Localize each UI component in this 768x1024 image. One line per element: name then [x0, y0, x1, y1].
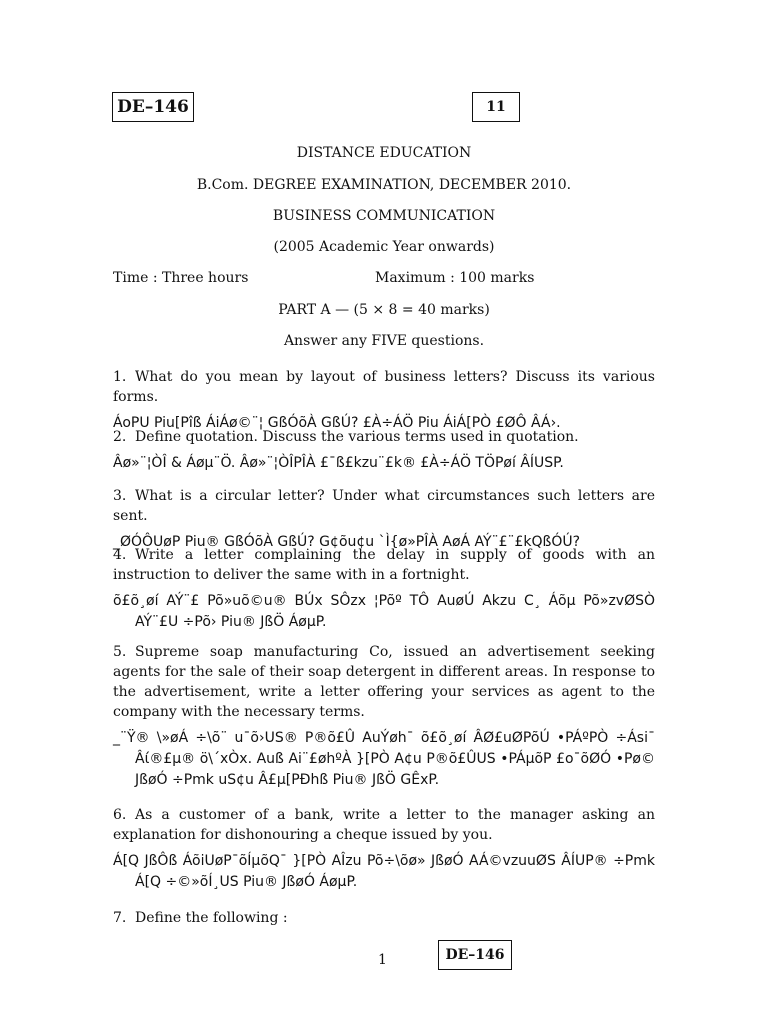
question-number: 4.: [113, 547, 127, 563]
question-5: [113, 642, 655, 791]
question-number: 6.: [113, 807, 127, 823]
question-text: What do you mean by layout of business letters? Discuss its various forms.: [113, 369, 655, 405]
question-translation: _¨Ÿ® \»øÁ ÷\õ¨ u¯õ›US® P®õ£Û AuÝøh¯ õ£õ¸øí ÂØ£uØPõÚ •PÁºPÒ ÷Ási¯ Âί®£µ® ö\´xÒx. Auß Ai¨£øhºÀ }[PÒ A¢u P®õ£ÛUS •PÁµõP £o¯õØÓ •Pø© JßøÓ ÷Pmk uS¢u Â£µ[PÐhß Piu® JßÖ GÊxP.: [113, 730, 655, 788]
question-number: 5.: [113, 644, 127, 660]
question-number: 1.: [113, 369, 127, 385]
question-translation: Âø»¨¦ÒÎ & Áøµ¨Ö. Âø»¨¦ÒÎPÎÀ £¯ß£kzu¨£k® £À÷ÁÖ TÖPøí ÂÍUSP.: [113, 455, 564, 471]
exam-title: B.Com. DEGREE EXAMINATION, DECEMBER 2010.: [196, 177, 572, 193]
footer-code-box: [438, 940, 512, 970]
question-6: [113, 805, 655, 893]
question-7: [113, 908, 655, 928]
part-instruction: Answer any FIVE questions.: [283, 333, 485, 349]
question-number: 3.: [113, 488, 127, 504]
question-number: 7.: [113, 910, 127, 926]
question-translation: õ£õ¸øí AÝ¨£ Põ»uõ©u® BÚx SÔzx ¦Põº TÔ AuøÚ Akzu C¸ Áõµ Põ»zvØSÒ AÝ¨£U ÷Põ› Piu® JßÖ ÁøµP.: [113, 593, 655, 630]
subject-title: BUSINESS COMMUNICATION: [272, 208, 496, 224]
footer-code: DE–146: [445, 947, 505, 963]
question-translation: Á[Q JßÔß ÁõiUøP¯õÍµõQ¯ }[PÒ AÎzu Põ÷\õø» JßøÓ AÁ©vzuuØS ÂÍUP® ÷Pmk Á[Q ÷©»õÍ¸US Piu® JßøÓ ÁøµP.: [113, 853, 655, 890]
question-translation: ÁoPU Piu[Pîß ÁiÁø©¨¦ GßÓõÀ GßÚ? £À÷ÁÖ Piu ÁiÁ[PÒ £ØÔ ÂÁ›.: [113, 415, 561, 431]
question-text: Supreme soap manufacturing Co, issued an advertisement seeking agents for the sale of their soap detergent in different areas. In response to the advertisement, write a letter offering your services as agent to the company with the necessary terms.: [113, 644, 655, 720]
question-text: As a customer of a bank, write a letter to the manager asking an explanation for dishonouring a cheque issued by you.: [113, 807, 655, 843]
question-1: [113, 367, 655, 434]
time-label: Time : Three hours: [113, 270, 249, 286]
page-number: 1: [378, 952, 387, 968]
question-text: What is a circular letter? Under what circumstances such letters are sent.: [113, 488, 655, 524]
part-title: PART A — (5 × 8 = 40 marks): [278, 302, 490, 318]
page-count-box: [472, 92, 520, 122]
question-text: Define the following :: [135, 910, 288, 926]
question-text: Write a letter complaining the delay in supply of goods with an instruction to deliver the same with in a fortnight.: [113, 547, 655, 583]
page-count: 11: [486, 99, 506, 115]
question-3: [113, 486, 655, 553]
paper-code: DE–146: [117, 97, 189, 117]
question-2: [113, 427, 655, 474]
academic-year: (2005 Academic Year onwards): [273, 239, 495, 255]
question-number: 2.: [113, 429, 127, 445]
institution-title: DISTANCE EDUCATION: [296, 145, 472, 161]
max-marks-label: Maximum : 100 marks: [375, 270, 535, 286]
question-4: [113, 545, 655, 633]
paper-code-box: [112, 92, 194, 122]
question-text: Define quotation. Discuss the various terms used in quotation.: [135, 429, 579, 445]
question-translation: _ØÓÔUøP Piu® GßÓõÀ GßÚ? G¢õu¢u `Ì{ø»PÎÀ AøÁ AÝ¨£¨£kQßÓÚ?: [113, 534, 581, 550]
